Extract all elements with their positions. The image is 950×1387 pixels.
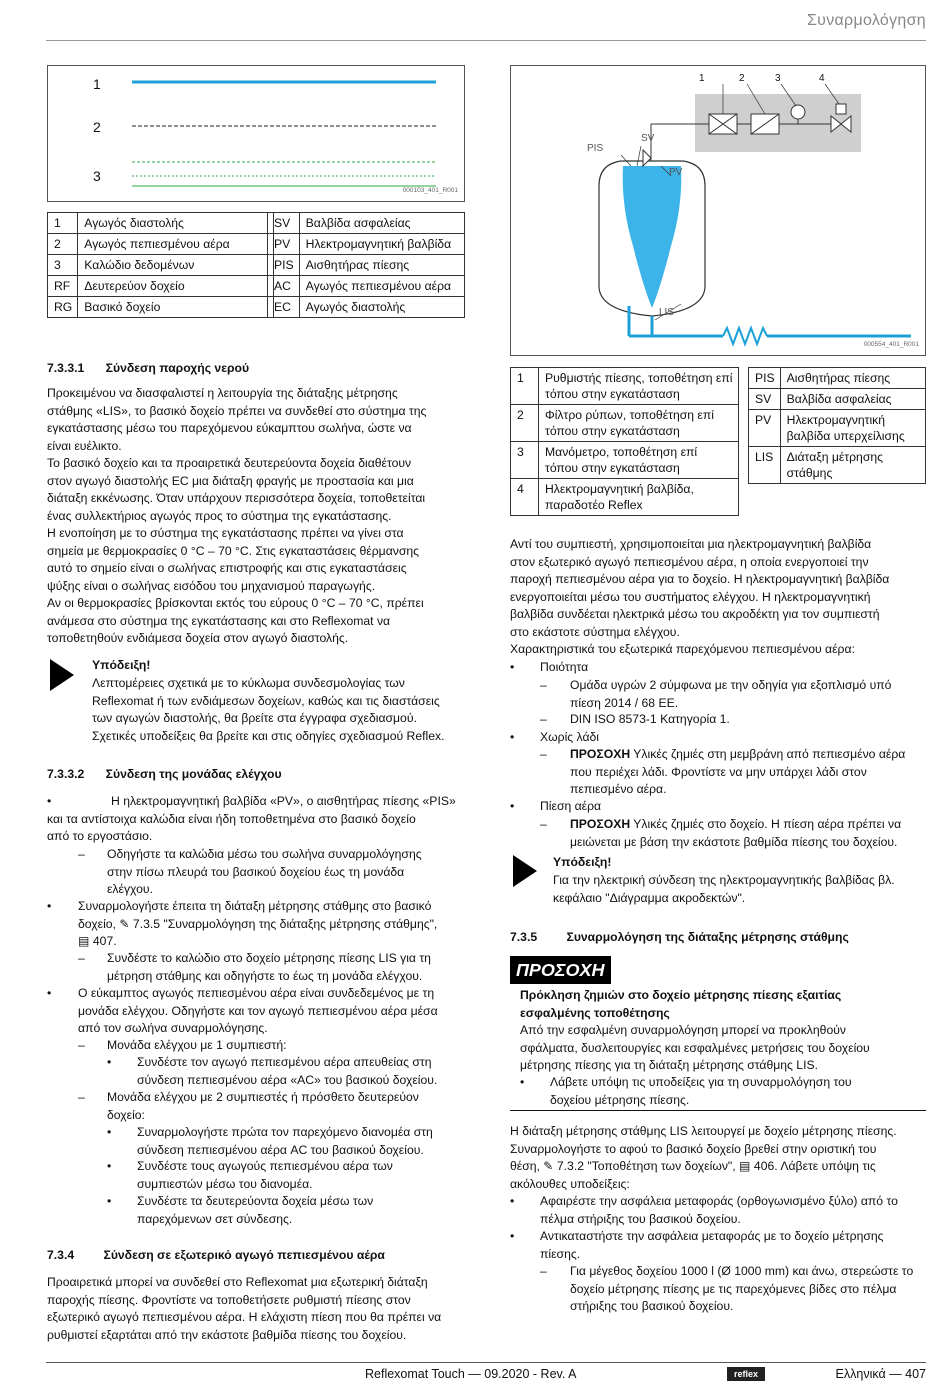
legend-key: SV [749, 389, 781, 410]
legend-key: PV [268, 234, 300, 255]
fig2-label-pv: PV [669, 167, 683, 178]
section-title: Σύνδεση της μονάδας ελέγχου [105, 767, 282, 781]
fig2-num-3: 3 [775, 73, 781, 84]
legend-key: 1 [48, 213, 78, 234]
text-line: των αγωγών διαστολής, θα βρείτε στα έγγραφα σχεδιασμού. [92, 711, 417, 725]
legend-key: PV [749, 410, 781, 447]
text-line: μέτρηση στάθμης και οδηγήστε το έως τη μονάδα ελέγχου. [107, 968, 423, 983]
legend-row [511, 368, 739, 405]
text-line: στήριξης του βασικού δοχείου. [570, 1299, 734, 1313]
legend-row [48, 234, 274, 255]
caution-title [520, 987, 841, 1022]
fig1-label-3: 3 [93, 168, 101, 184]
fig1-label-2: 2 [93, 119, 101, 135]
list-item: Ποιότητα [540, 660, 589, 674]
section-title: Σύνδεση σε εξωτερικό αγωγό πεπιεσμένου αέρα [103, 1248, 385, 1262]
list-item [78, 985, 438, 1038]
legend-row [749, 447, 926, 484]
manometer-icon [791, 105, 805, 119]
text-line: Ο εύκαμπτος αγωγός πεπιεσμένου αέρα είναι συνδεδεμένος με τη [78, 986, 435, 1000]
legend-row [511, 479, 739, 516]
legend-value: Αισθητήρας πίεσης [299, 255, 464, 276]
legend-key: RF [48, 276, 78, 297]
dash-marker: – [78, 951, 85, 965]
legend-key: 3 [511, 442, 539, 479]
text-line: παροχής πίεσης. Φροντίστε να τοποθετήσετε ρυθμιστή πίεσης στον [47, 1292, 411, 1307]
text-line: Μονάδα ελέγχου με 1 συμπιεστή: [107, 1038, 287, 1052]
caution-rule [510, 1110, 926, 1111]
list-item: Πίεση αέρα [540, 799, 602, 813]
note-title: Υπόδειξη! [92, 658, 151, 672]
bullet-dot: • [107, 1125, 112, 1139]
text-line: πίεσης. [540, 1246, 581, 1261]
text-line: δοχείο μέτρησης πίεσης με τις παρεχόμενες βίδες στο πέλμα [570, 1281, 897, 1296]
text-line: σύνδεση πεπιεσμένου αέρα «AC» του βασικού δοχείου. [137, 1072, 438, 1087]
section-7331-heading [47, 360, 249, 378]
legend-row [48, 297, 274, 318]
list-item [540, 1228, 884, 1263]
text-line: συμπιεστών μέσω του διανομέα. [137, 1176, 313, 1191]
bullet-dot: • [107, 1159, 112, 1173]
legend-row [749, 368, 926, 389]
text-line: εσφαλμένης τοποθέτησης [520, 1005, 670, 1020]
bullet-dot: • [510, 660, 515, 674]
legend-row [268, 213, 465, 234]
dash-marker: – [540, 747, 547, 761]
legend-row [511, 442, 739, 479]
fig2-legend-right [748, 367, 926, 484]
legend-value: Φίλτρο ρύπων, τοποθέτηση επί τόπου στην εγκατάσταση [539, 405, 739, 442]
fig2-num-1: 1 [699, 73, 705, 84]
text-line: σύνδεση πεπιεσμένου αέρα AC του βασικού δοχείου. [137, 1142, 424, 1157]
note-arrow-icon [50, 659, 74, 691]
text-line: Ομάδα υγρών 2 σύμφωνα με την οδηγία για εξοπλισμό υπό [570, 678, 892, 692]
legend-value: Καλώδιο δεδομένων [78, 255, 274, 276]
dash-marker: – [540, 817, 547, 831]
legend-value: Βαλβίδα ασφαλείας [780, 389, 925, 410]
section-title: Σύνδεση παροχής νερού [105, 361, 250, 375]
list-item [570, 711, 730, 729]
list-item [107, 1089, 419, 1124]
text-line: Προαιρετικά μπορεί να συνδεθεί στο Reflexomat μια εξωτερική διάταξη [47, 1275, 428, 1289]
note-arrow-icon [513, 855, 537, 887]
legend-value: Αγωγός πεπιεσμένου αέρα [299, 276, 464, 297]
section-number: 7.3.3.1 [47, 361, 85, 375]
bullet-dot: • [510, 730, 515, 744]
text-line: είναι ευέλικτο. [47, 438, 122, 453]
legend-row [48, 213, 274, 234]
text-line: Η διάταξη μέτρησης στάθμης LIS λειτουργεί με δοχείο μέτρησης πίεσης. [510, 1124, 897, 1138]
fig1-code: 000103_401_R001 [402, 186, 458, 194]
text-line: παρεχόμενων σετ σύνδεσης. [137, 1211, 293, 1226]
legend-value: Δευτερεύον δοχείο [78, 276, 274, 297]
legend-value: Αισθητήρας πίεσης [780, 368, 925, 389]
legend-row [48, 255, 274, 276]
text-line: DIN ISO 8573-1 Κατηγορία 1. [570, 712, 730, 726]
text-line: βαλβίδα συνδέεται ηλεκτρικά μέσω του ακροδέκτη για τον συμπιεστή [510, 607, 880, 621]
text-line: Συναρμολογήστε πρώτα τον παρεχόμενο διανομέα στη [137, 1125, 433, 1139]
fig2-num-2: 2 [739, 73, 745, 84]
list-item: Χωρίς λάδι [540, 730, 599, 744]
text-line: ▤ 407. [78, 934, 117, 948]
text-line: Για μέγεθος δοχείου 1000 l (Ø 1000 mm) και άνω, στερεώστε το [570, 1264, 914, 1278]
text-line: δοχείου μέτρησης πίεσης. [550, 1092, 690, 1107]
fig1-label-1: 1 [93, 76, 101, 92]
footer-rule [46, 1362, 926, 1363]
fig1-legend-right [267, 212, 465, 318]
bullet-dot: • [510, 799, 515, 813]
text-line: Οδηγήστε τα καλώδια μέσω του σωλήνα συναρμολόγησης [107, 847, 422, 861]
list-item [570, 677, 891, 712]
text-line: Reflexomat ή των ενδιάμεσων δοχείων, καθώς και τις διαστάσεις [92, 693, 440, 708]
text-line: Λεπτομέρειες σχετικά με το κύκλωμα συνδεσμολογίας των [92, 676, 405, 690]
legend-key: SV [268, 213, 300, 234]
text-line: σφάλματα, δυσλειτουργίες και εσφαλμένες μετρήσεις του δοχείου [520, 1040, 870, 1055]
legend-value: Ηλεκτρομαγνητική βαλβίδα [299, 234, 464, 255]
text-line: Αν οι θερμοκρασίες βρίσκονται εκτός του εύρους 0 °C – 70 °C, πρέπει [47, 596, 424, 610]
page-header-title: Συναρμολόγηση [806, 12, 926, 29]
caution-label: ΠΡΟΣΟΧΗ [510, 956, 611, 984]
section-734-heading [47, 1247, 385, 1265]
bullet-dot: • [47, 899, 52, 913]
legend-value: Μανόμετρο, τοποθέτηση επί τόπου στην εγκατάσταση [539, 442, 739, 479]
section-number: 7.3.3.2 [47, 767, 85, 781]
fig1-lines [48, 66, 464, 201]
legend-key: RG [48, 297, 78, 318]
caution-word: ΠΡΟΣΟΧΗ [570, 747, 631, 761]
legend-row [268, 276, 465, 297]
section-7331-text [47, 385, 426, 648]
text-line: διάταξη εκκένωσης. Όταν υπάρχουν περισσότερα δοχεία, τοποθετείται [47, 491, 426, 505]
legend-value: Βασικό δοχείο [78, 297, 274, 318]
text-line: πίεση 2014 / 68 ΕΕ. [570, 695, 679, 710]
text-line: θέση, ✎ 7.3.2 "Τοποθέτηση των δοχείων", ▤ 406. Λάβετε υπόψη τις [510, 1159, 876, 1173]
legend-value: Αγωγός διαστολής [78, 213, 274, 234]
fig1-legend-left [47, 212, 274, 318]
section-735-heading [510, 929, 849, 947]
text-line: μέτρησης πίεσης για τη διάταξη μέτρησης στάθμης LIS. [520, 1058, 818, 1072]
bullet-dot: • [107, 1055, 112, 1069]
text-line: Προκειμένου να διασφαλιστεί η λειτουργία της διάταξης μέτρησης [47, 386, 398, 400]
text-line: παροχή πεπιεσμένου αέρα για το δοχείο. Η ηλεκτρομαγνητική βαλβίδα [510, 572, 890, 586]
legend-key: PIS [268, 255, 300, 276]
list-item [137, 1054, 437, 1089]
text-line: ένας συλλεκτήριος αγωγός προς το σύστημα της εγκατάστασης. [47, 508, 392, 523]
text-line: Πρόκληση ζημιών στο δοχείο μέτρησης πίεσης εξαιτίας [520, 988, 842, 1002]
legend-value: Διάταξη μέτρησης στάθμης [780, 447, 925, 484]
text-line: Λάβετε υπόψη τις υποδείξεις για τη συναρμολόγηση του [550, 1075, 852, 1089]
list-item [107, 1037, 287, 1055]
right-intro-text [510, 536, 889, 659]
note-title: Υπόδειξη! [553, 855, 612, 869]
text-line: Από την εσφαλμένη συναρμολόγηση μπορεί να προκληθούν [520, 1023, 846, 1037]
list-item: ΠΡΟΣΟΧΗ Υλικές ζημιές στο δοχείο. Η πίεση αέρα πρέπει να μειώνεται με βάση την εκάστοτε βαθμίδα πίεσης του δοχείου. [570, 817, 902, 849]
dash-marker: – [540, 678, 547, 692]
fig2-legend-left [510, 367, 739, 516]
legend-row [268, 297, 465, 318]
text-line: εξωτερικό αγωγό πεπιεσμένου αέρα. Η ελάχιστη πίεση που θα πρέπει να [47, 1310, 442, 1324]
dash-marker: – [540, 712, 547, 726]
list-item [107, 950, 431, 985]
text-line: αυτό το σημείο είναι ο σωλήνας επιστροφής και στις εγκαταστάσεις [47, 561, 407, 575]
section-title: Συναρμολόγηση της διάταξης μέτρησης στάθμης [566, 930, 849, 944]
text-line: πέλμα στήριξης του βασικού δοχείου. [540, 1211, 741, 1226]
text-line: στον εξωτερικό αγωγό πεπιεσμένου αέρα, η οποία ενεργοποιεί την [510, 554, 869, 569]
legend-value: Ηλεκτρομαγνητική βαλβίδα, παραδοτέο Reflex [539, 479, 739, 516]
bullet-dot: • [47, 986, 52, 1000]
caution-text [520, 1022, 870, 1075]
list-item [137, 1124, 433, 1159]
text-line: κεφάλαιο "Διάγραμμα ακροδεκτών". [553, 890, 746, 905]
footer-page: Ελληνικά — 407 [835, 1367, 926, 1381]
legend-row [749, 410, 926, 447]
text-line: εγκατάστασης μέσω του παρεχόμενου εύκαμπτου σωλήνα, ώστε να [47, 421, 412, 435]
text-line: ρυθμιστεί εξαρτάται από την εκάστοτε βαθμίδα πίεσης του δοχείου. [47, 1327, 407, 1342]
fig2-code: 000554_401_R001 [863, 340, 919, 348]
text-line: ψύξης είναι ο σωλήνας εισόδου του μηχανισμού παραγωγής. [47, 578, 376, 593]
dash-marker: – [78, 1090, 85, 1104]
legend-row [268, 234, 465, 255]
legend-key: LIS [749, 447, 781, 484]
list-item [137, 1158, 393, 1193]
text-line: σημεία με θερμοκρασίες 0 °C – 70 °C. Στις εγκαταστάσεις θέρμανσης [47, 543, 420, 558]
legend-value: Ηλεκτρομαγνητική βαλβίδα υπερχείλισης [780, 410, 925, 447]
legend-key: EC [268, 297, 300, 318]
legend-value: Αγωγός πεπιεσμένου αέρα [78, 234, 274, 255]
text-line: Χαρακτηριστικά του εξωτερικά παρεχόμενου πεπιεσμένου αέρα: [510, 642, 855, 656]
note-text [553, 872, 895, 907]
text-line: Το βασικό δοχείο και τα προαιρετικά δευτερεύοντα δοχεία διαθέτουν [47, 456, 412, 470]
legend-key: 4 [511, 479, 539, 516]
text-line: ανάμεσα στο σύστημα της εγκατάστασης και στο Reflexomat να [47, 613, 391, 628]
fig2-num-4: 4 [819, 73, 825, 84]
dash-marker: – [540, 1264, 547, 1278]
section-number: 7.3.4 [47, 1248, 75, 1262]
bullet-dot: • [47, 794, 52, 808]
text-line: Συναρμολογήστε το αφού το βασικό δοχείο βρεθεί στην οριστική του [510, 1141, 877, 1156]
section-number: 7.3.5 [510, 930, 538, 944]
section-735-text [510, 1123, 897, 1193]
text-line: τοποθετηθούν ενδιάμεσα δοχεία στον αγωγό διαστολής. [47, 631, 349, 645]
header-rule [46, 40, 926, 41]
text-line: ενεργοποιείται μέσω του συστήματος ελέγχου. Η ηλεκτρομαγνητική [510, 589, 871, 604]
text-line: στο εκάστοτε σύστημα ελέγχου. [510, 624, 680, 639]
bullet-dot: • [510, 1229, 515, 1243]
text-line: Αντί του συμπιεστή, χρησιμοποιείται μια ηλεκτρομαγνητική βαλβίδα [510, 537, 872, 551]
section-7332-heading [47, 766, 282, 784]
note-text [92, 675, 444, 745]
text-line: ακόλουθες υποδείξεις: [510, 1176, 630, 1191]
text-line: Για την ηλεκτρική σύνδεση της ηλεκτρομαγνητικής βαλβίδας βλ. [553, 873, 895, 887]
list-item: ΠΡΟΣΟΧΗ Υλικές ζημιές στη μεμβράνη από πεπιεσμένο αέρα που περιέχει λάδι. Φροντίστε να μην υπάρχει λάδι στον πεπιεσμένο αέρα. [570, 747, 906, 796]
list-item [540, 1193, 898, 1228]
text-line: μονάδα ελέγχου. Οδηγήστε και τον αγωγό πεπιεσμένου αέρα μέσα [78, 1003, 438, 1018]
text-line: Η ενοποίηση με το σύστημα της εγκατάστασης πρέπει να γίνει στα [47, 526, 404, 540]
figure-external-air-schematic [510, 65, 926, 356]
fig2-label-lis: LIS [659, 307, 675, 318]
fig2-label-sv: SV [641, 133, 655, 144]
legend-row [48, 276, 274, 297]
text-line: Συνδέστε τον αγωγό πεπιεσμένου αέρα απευθείας στη [137, 1055, 432, 1069]
legend-key: AC [268, 276, 300, 297]
text-line: ελέγχου. [107, 882, 153, 896]
legend-value: Βαλβίδα ασφαλείας [299, 213, 464, 234]
legend-key: 1 [511, 368, 539, 405]
text-line: Συνδέστε τους αγωγούς πεπιεσμένου αέρα των [137, 1159, 393, 1173]
reflex-logo: reflex [727, 1367, 765, 1381]
fig2-schematic [511, 66, 925, 355]
bullet-dot: • [520, 1075, 525, 1089]
text-line: στην πίσω πλευρά του βασικού δοχείου έως τη μονάδα [107, 864, 405, 879]
bullet-dot: • [107, 1194, 112, 1208]
legend-key: 2 [48, 234, 78, 255]
list-item [107, 846, 422, 899]
list-item [570, 1263, 913, 1316]
fig2-label-pis: PIS [587, 143, 604, 154]
list-item [78, 898, 437, 951]
legend-row [749, 389, 926, 410]
legend-value: Αγωγός διαστολής [299, 297, 464, 318]
bullet-dot: • [510, 1194, 515, 1208]
flexible-hose [723, 328, 767, 344]
legend-key: PIS [749, 368, 781, 389]
section-734-text [47, 1274, 441, 1344]
legend-key: 3 [48, 255, 78, 276]
caution-word: ΠΡΟΣΟΧΗ [570, 817, 631, 831]
text-line: δοχείο: [107, 1107, 145, 1122]
text-line: Συναρμολογήστε έπειτα τη διάταξη μέτρησης στάθμης στο βασικό [78, 899, 432, 913]
text-line: Αφαιρέστε την ασφάλεια μεταφοράς (ορθογωνισμένο ξύλο) από το [540, 1194, 898, 1208]
text-line: Συνδέστε τα δευτερεύοντα δοχεία μέσω των [137, 1194, 374, 1208]
text-line: Μονάδα ελέγχου με 2 συμπιεστές ή πρόσθετο δευτερεύον [107, 1090, 419, 1104]
text-line: δοχείο, ✎ 7.3.5 "Συναρμολόγηση της διάταξης μέτρησης στάθμης", [78, 916, 438, 931]
legend-row [268, 255, 465, 276]
list-item [137, 1193, 373, 1228]
text-line: από τον σωλήνα συναρμολόγησης. [78, 1021, 268, 1035]
text-line: στον αγωγό διαστολής EC μια διάταξη φραγής με προστασία και μια [47, 473, 414, 488]
text-line: Συνδέστε το καλώδιο στο δοχείο μέτρησης πίεσης LIS για τη [107, 951, 431, 965]
legend-row [511, 405, 739, 442]
dash-marker: – [78, 1038, 85, 1052]
caution-bullet [550, 1074, 852, 1109]
text-line: Αντικαταστήστε την ασφάλεια μεταφοράς με το δοχείο μέτρησης [540, 1229, 884, 1243]
list-item: Η ηλεκτρομαγνητική βαλβίδα «PV», ο αισθητήρας πίεσης «PIS» και τα αντίστοιχα καλώδια είναι ήδη τοποθετημένα στο βασικό δοχείο από το εργοστάσιο. [47, 794, 456, 843]
text-line: στάθμης «LIS», το βασικό δοχείο πρέπει να συνδεθεί στο σύστημα της [47, 403, 427, 418]
figure-line-types [47, 65, 465, 202]
legend-key: 2 [511, 405, 539, 442]
text-line: Σχετικές υποδείξεις θα βρείτε και στις οδηγίες σχεδιασμού Reflex. [92, 728, 445, 743]
legend-value: Ρυθμιστής πίεσης, τοποθέτηση επί τόπου στην εγκατάσταση [539, 368, 739, 405]
dash-marker: – [78, 847, 85, 861]
footer-document: Reflexomat Touch — 09.2020 - Rev. A [365, 1367, 577, 1381]
